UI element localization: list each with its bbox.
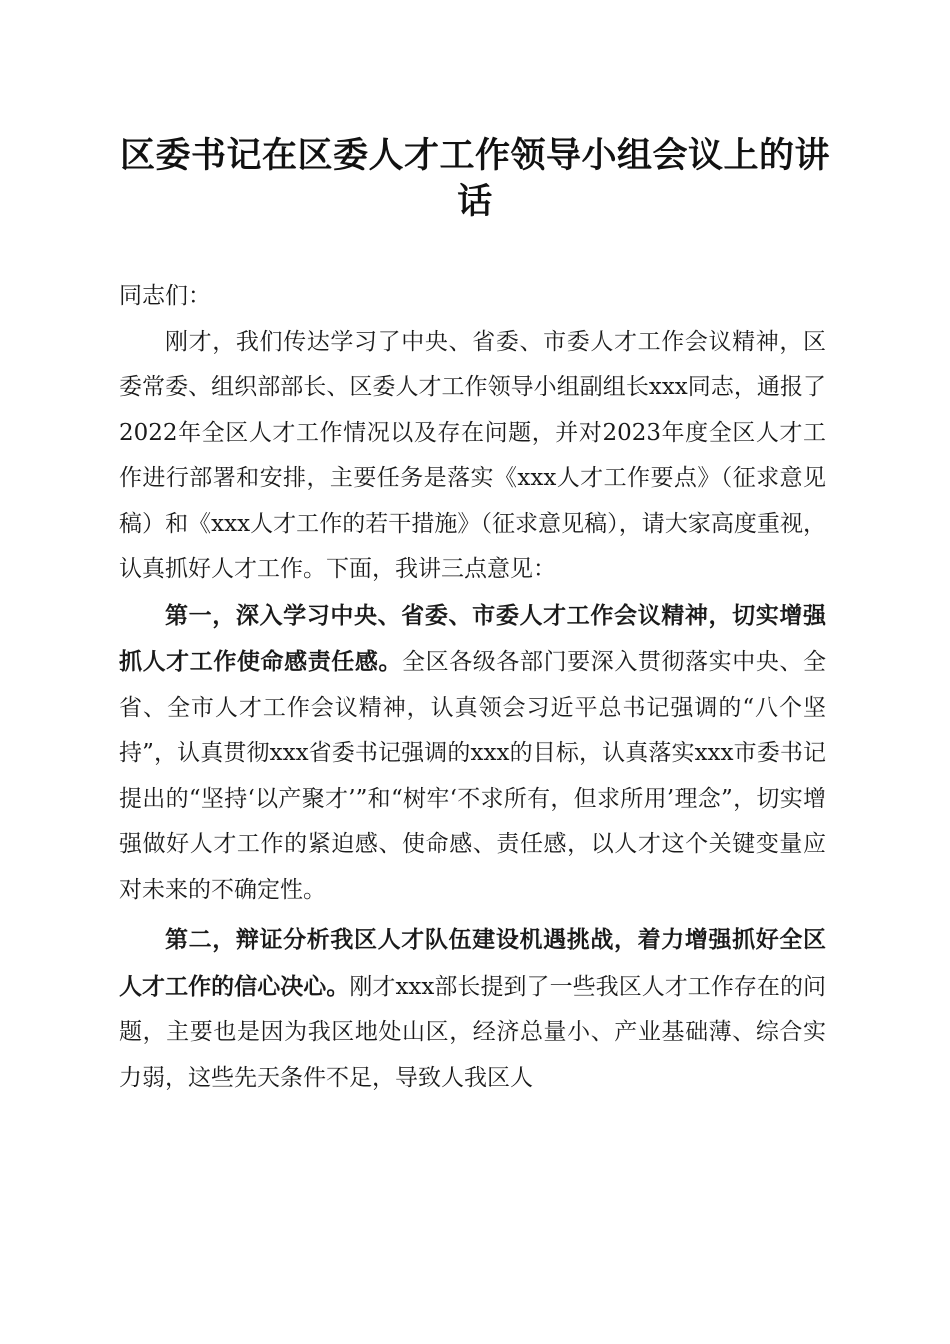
paragraph-point-one [119, 593, 826, 914]
paragraph-intro [119, 320, 826, 593]
document-body [119, 274, 826, 1101]
paragraph-point-one-text: 全区各级各部门要深入贯彻落实中央、全省、全市人才工作会议精神，认真领会习近平总书记强调的“八个坚持”，认真贯彻xxx省委书记强调的xxx的目标，认真落实xxx市委书记提出的“坚持‘以产聚才’”和“树牢‘不求所有，但求所用’理念”，切实增强做好人才工作的紧迫感、使命感、责任感，以人才这个关键变量应对未来的不确定性。 [119, 649, 827, 903]
document-title: 区委书记在区委人才工作领导小组会议上的讲话 [119, 135, 830, 222]
salutation: 同志们： [119, 283, 211, 309]
paragraph-point-two-heading: 第二，辩证分析我区人才队伍建设机遇挑战，着力增强抓好全区人才工作的信心决心。 [119, 926, 826, 1000]
paragraph-point-two [119, 917, 826, 1101]
paragraph-intro-text: 刚才，我们传达学习了中央、省委、市委人才工作会议精神，区委常委、组织部部长、区委人才工作领导小组副组长xxx同志，通报了2022年全区人才工作情况以及存在问题，并对2023年度全区人才工作进行部署和安排，主要任务是落实《xxx人才工作要点》（征求意见稿）和《xxx人才工作的若干措施》（征求意见稿），请大家高度重视，认真抓好人才工作。下面，我讲三点意见： [119, 328, 826, 582]
paragraph-point-two-text: 刚才xxx部长提到了一些我区人才工作存在的问题，主要也是因为我区地处山区，经济总量小、产业基础薄、综合实力弱，这些先天条件不足，导致人我区人 [119, 973, 826, 1091]
paragraph-point-one-heading: 第一，深入学习中央、省委、市委人才工作会议精神，切实增强抓人才工作使命感责任感。 [119, 601, 826, 675]
